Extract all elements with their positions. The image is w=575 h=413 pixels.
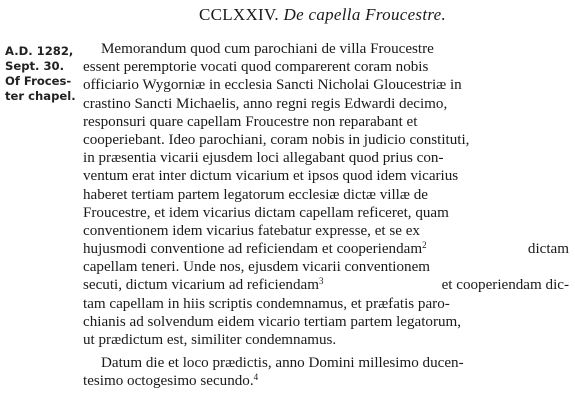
text-line: Memorandum quod cum parochiani de villa Froucestre (101, 41, 434, 57)
text-line: officiario Wygorniæ in ecclesia Sancti Nicholai Gloucestriæ in (83, 77, 462, 94)
document-body (83, 40, 569, 391)
text-line: Datum die et loco prædictis, anno Domini millesimo ducen- (101, 355, 464, 372)
text-line: conventionem idem vicarius fatebatur expresse, et se ex (83, 222, 420, 239)
text-line: hujusmodi conventione ad reficiendam et cooperiendam$^2$ dictam (83, 240, 569, 258)
text-line: ut prædictum est, similiter condemnamus. (83, 332, 337, 348)
chapter-number: CCLXXIV. (198, 5, 279, 24)
text-line: chianis ad solvendum eidem vicario tertiam partem legatorum, (83, 313, 462, 330)
text-line: secuti, dictum vicarium ad reficiendam$^3$ et cooperiendam dic- (83, 276, 569, 294)
text-line: Froucestre, et idem vicarius dictam capellam reficeret, quam (83, 204, 449, 221)
margin-note-date-year: A.D. 1282, (5, 44, 74, 58)
text-line: ventum erat inter dictum vicarium et ipsos quod idem vicarius (83, 168, 459, 185)
text-line: crastino Sancti Michaelis, anno regni regis Edwardi decimo, (83, 95, 448, 112)
footnote-marker: 4 (253, 372, 259, 383)
paragraph-2 (83, 354, 569, 390)
margin-note-subject-2: ter chapel. (5, 89, 76, 103)
text-line: responsuri quare capellam Froucestre non reparabant et (83, 113, 418, 130)
chapter-heading (0, 5, 575, 25)
text-line: haberet tertiam partem legatorum ecclesiæ dictæ villæ de (83, 186, 428, 203)
margin-note-subject-1: Of Froces- (5, 74, 72, 88)
footnote-marker: 3 (318, 276, 324, 287)
text-line: capellam teneri. Unde nos, ejusdem vicarii conventionem (83, 259, 431, 276)
footnote-marker: 2 (422, 240, 427, 251)
margin-note (5, 44, 91, 104)
text-line: tam capellam in hiis scriptis condemnamus, et præfatis paro- (83, 295, 450, 312)
margin-note-date-day: Sept. 30. (5, 59, 65, 73)
text-line: in præsentia vicarii ejusdem loci allegabant quod prius con- (83, 150, 444, 167)
chapter-title: De capella Froucestre. (283, 5, 447, 24)
text-line: cooperiebant. Ideo parochiani, coram nobis in judicio constituti, (83, 131, 470, 148)
text-line: essent peremptorie vocati quod comparerent coram nobis (83, 59, 429, 76)
text-line: tesimo octogesimo secundo.$^4$ (83, 372, 259, 390)
paragraph-1 (83, 40, 569, 349)
